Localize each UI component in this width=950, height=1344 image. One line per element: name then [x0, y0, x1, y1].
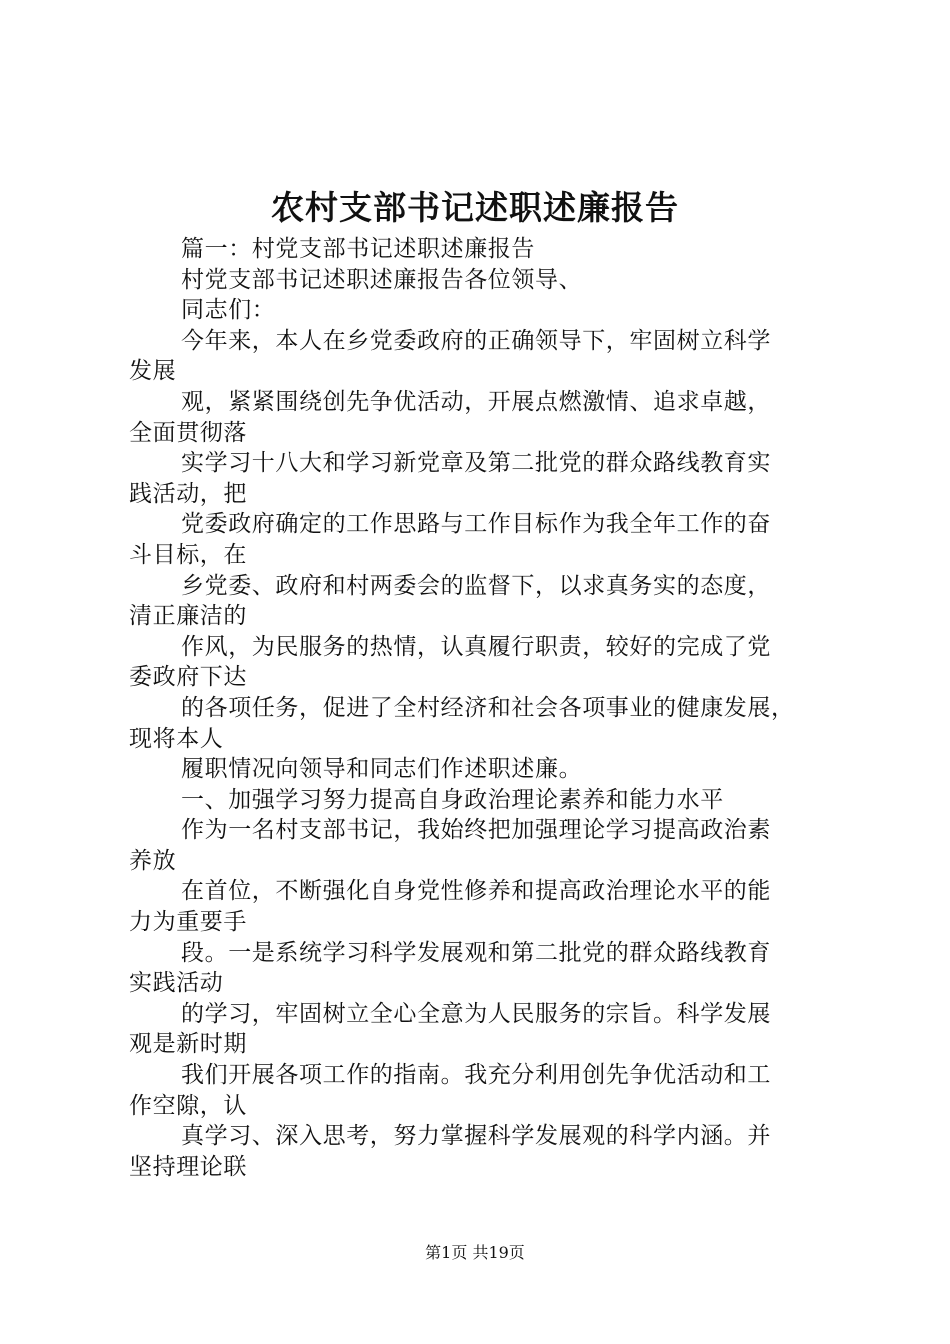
body-line: 实学习十八大和学习新党章及第二批党的群众路线教育实 践活动，把	[129, 450, 771, 507]
page-footer: 第1页 共19页	[425, 1243, 525, 1262]
body-line: 党委政府确定的工作思路与工作目标作为我全年工作的奋 斗目标，在	[129, 511, 771, 568]
body-line: 作风，为民服务的热情，认真履行职责，较好的完成了党 委政府下达	[129, 633, 771, 691]
body-line: 今年来，本人在乡党委政府的正确领导下，牢固树立科学 发展	[129, 327, 771, 385]
body-line: 的各项任务，促进了全村经济和社会各项事业的健康发展， 现将本人	[129, 694, 795, 752]
body-line: 村党支部书记述职述廉报告各位领导、	[181, 266, 583, 293]
body-line: 我们开展各项工作的指南。我充分利用创先争优活动和工 作空隙，认	[129, 1062, 771, 1119]
document-body	[129, 234, 839, 1182]
body-line: 乡党委、政府和村两委会的监督下，以求真务实的态度， 清正廉洁的	[129, 572, 771, 630]
body-line: 在首位，不断强化自身党性修养和提高政治理论水平的能 力为重要手	[129, 878, 771, 936]
body-line: 段。一是系统学习科学发展观和第二批党的群众路线教育 实践活动	[129, 939, 771, 997]
body-line: 同志们：	[181, 297, 276, 324]
body-line: 观，紧紧围绕创先争优活动，开展点燃激情、追求卓越， 全面贯彻落	[129, 388, 771, 446]
body-line: 履职情况向领导和同志们作述职述廉。	[181, 756, 583, 783]
body-line: 真学习、深入思考，努力掌握科学发展观的科学内涵。并 坚持理论联	[129, 1123, 771, 1180]
body-line: 的学习，牢固树立全心全意为人民服务的宗旨。科学发展 观是新时期	[129, 1000, 771, 1058]
section-heading: 一、加强学习努力提高自身政治理论素养和能力水平	[181, 786, 724, 813]
body-line: 篇一：村党支部书记述职述廉报告	[181, 236, 535, 262]
body-line: 作为一名村支部书记，我始终把加强理论学习提高政治素 养放	[129, 817, 771, 874]
document-title: 农村支部书记述职述廉报告	[271, 188, 679, 227]
